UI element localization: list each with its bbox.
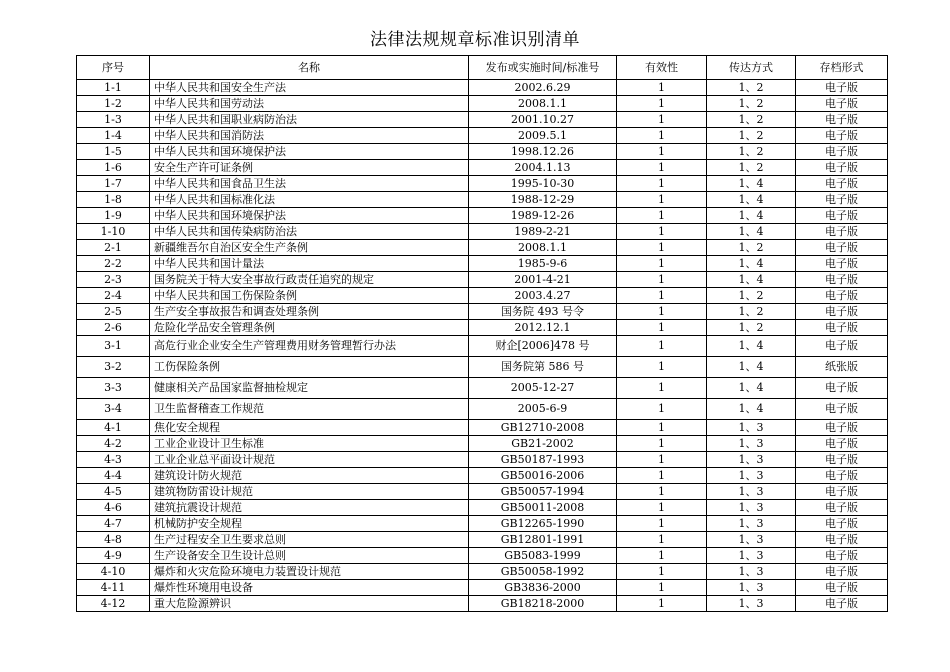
- cell-date-standard: GB12265-1990: [469, 516, 617, 532]
- cell-archive-format: 电子版: [796, 256, 888, 272]
- cell-name: 建筑抗震设计规范: [150, 500, 469, 516]
- cell-validity: 1: [617, 420, 707, 436]
- cell-validity: 1: [617, 208, 707, 224]
- table-row: [77, 208, 888, 224]
- cell-name: 中华人民共和国环境保护法: [150, 208, 469, 224]
- table-row: [77, 176, 888, 192]
- table-row: [77, 96, 888, 112]
- table-row: [77, 548, 888, 564]
- table-row: [77, 399, 888, 420]
- cell-name: 中华人民共和国标准化法: [150, 192, 469, 208]
- cell-name: 机械防护安全规程: [150, 516, 469, 532]
- cell-delivery-method: 1、4: [707, 336, 796, 357]
- cell-number: 2-2: [77, 256, 150, 272]
- table-row: [77, 580, 888, 596]
- cell-number: 1-10: [77, 224, 150, 240]
- cell-date-standard: GB21-2002: [469, 436, 617, 452]
- header-name: 名称: [150, 56, 469, 80]
- cell-delivery-method: 1、4: [707, 272, 796, 288]
- cell-delivery-method: 1、4: [707, 399, 796, 420]
- cell-number: 3-1: [77, 336, 150, 357]
- cell-archive-format: 电子版: [796, 80, 888, 96]
- cell-number: 1-9: [77, 208, 150, 224]
- cell-delivery-method: 1、2: [707, 304, 796, 320]
- cell-archive-format: 电子版: [796, 96, 888, 112]
- cell-validity: 1: [617, 112, 707, 128]
- cell-archive-format: 电子版: [796, 516, 888, 532]
- table-row: [77, 288, 888, 304]
- table-row: [77, 304, 888, 320]
- cell-name: 危险化学品安全管理条例: [150, 320, 469, 336]
- cell-archive-format: 电子版: [796, 436, 888, 452]
- cell-archive-format: 电子版: [796, 500, 888, 516]
- cell-date-standard: GB50057-1994: [469, 484, 617, 500]
- table-row: [77, 240, 888, 256]
- cell-number: 1-3: [77, 112, 150, 128]
- cell-delivery-method: 1、3: [707, 516, 796, 532]
- cell-archive-format: 纸张版: [796, 357, 888, 378]
- cell-validity: 1: [617, 192, 707, 208]
- cell-name: 中华人民共和国环境保护法: [150, 144, 469, 160]
- cell-delivery-method: 1、4: [707, 208, 796, 224]
- cell-name: 国务院关于特大安全事故行政责任追究的规定: [150, 272, 469, 288]
- cell-delivery-method: 1、4: [707, 176, 796, 192]
- table-row: [77, 596, 888, 612]
- table-row: [77, 224, 888, 240]
- cell-date-standard: GB5083-1999: [469, 548, 617, 564]
- cell-delivery-method: 1、4: [707, 378, 796, 399]
- cell-validity: 1: [617, 580, 707, 596]
- cell-validity: 1: [617, 320, 707, 336]
- cell-archive-format: 电子版: [796, 192, 888, 208]
- cell-delivery-method: 1、4: [707, 357, 796, 378]
- table-row: [77, 420, 888, 436]
- cell-number: 2-6: [77, 320, 150, 336]
- cell-delivery-method: 1、3: [707, 532, 796, 548]
- cell-archive-format: 电子版: [796, 596, 888, 612]
- cell-number: 4-6: [77, 500, 150, 516]
- cell-archive-format: 电子版: [796, 580, 888, 596]
- table-row: [77, 112, 888, 128]
- cell-archive-format: 电子版: [796, 288, 888, 304]
- cell-delivery-method: 1、3: [707, 420, 796, 436]
- cell-delivery-method: 1、2: [707, 288, 796, 304]
- cell-validity: 1: [617, 288, 707, 304]
- cell-number: 1-7: [77, 176, 150, 192]
- cell-validity: 1: [617, 144, 707, 160]
- cell-number: 4-11: [77, 580, 150, 596]
- cell-date-standard: GB12801-1991: [469, 532, 617, 548]
- cell-validity: 1: [617, 240, 707, 256]
- cell-archive-format: 电子版: [796, 208, 888, 224]
- header-delivery-method: 传达方式: [707, 56, 796, 80]
- cell-archive-format: 电子版: [796, 320, 888, 336]
- table-row: [77, 80, 888, 96]
- cell-number: 2-1: [77, 240, 150, 256]
- regulations-table: [76, 55, 888, 612]
- cell-number: 3-3: [77, 378, 150, 399]
- cell-date-standard: 2008.1.1: [469, 96, 617, 112]
- cell-date-standard: 2004.1.13: [469, 160, 617, 176]
- cell-validity: 1: [617, 436, 707, 452]
- cell-number: 4-8: [77, 532, 150, 548]
- cell-name: 中华人民共和国安全生产法: [150, 80, 469, 96]
- table-row: [77, 320, 888, 336]
- cell-validity: 1: [617, 176, 707, 192]
- table-row: [77, 272, 888, 288]
- cell-number: 4-4: [77, 468, 150, 484]
- cell-archive-format: 电子版: [796, 112, 888, 128]
- header-validity: 有效性: [617, 56, 707, 80]
- cell-number: 4-2: [77, 436, 150, 452]
- cell-delivery-method: 1、3: [707, 468, 796, 484]
- cell-delivery-method: 1、2: [707, 160, 796, 176]
- cell-archive-format: 电子版: [796, 378, 888, 399]
- table-row: [77, 564, 888, 580]
- cell-date-standard: 2005-6-9: [469, 399, 617, 420]
- cell-validity: 1: [617, 399, 707, 420]
- table-row: [77, 160, 888, 176]
- table-row: [77, 128, 888, 144]
- cell-date-standard: 2009.5.1: [469, 128, 617, 144]
- cell-date-standard: 2008.1.1: [469, 240, 617, 256]
- cell-validity: 1: [617, 468, 707, 484]
- table-row: [77, 500, 888, 516]
- table-row: [77, 484, 888, 500]
- cell-delivery-method: 1、2: [707, 96, 796, 112]
- cell-name: 安全生产许可证条例: [150, 160, 469, 176]
- cell-name: 工业企业总平面设计规范: [150, 452, 469, 468]
- cell-date-standard: 1989-2-21: [469, 224, 617, 240]
- cell-delivery-method: 1、3: [707, 484, 796, 500]
- cell-date-standard: 1988-12-29: [469, 192, 617, 208]
- cell-name: 中华人民共和国计量法: [150, 256, 469, 272]
- cell-date-standard: 1985-9-6: [469, 256, 617, 272]
- cell-validity: 1: [617, 272, 707, 288]
- cell-delivery-method: 1、4: [707, 256, 796, 272]
- cell-date-standard: 2012.12.1: [469, 320, 617, 336]
- cell-archive-format: 电子版: [796, 304, 888, 320]
- cell-number: 4-3: [77, 452, 150, 468]
- cell-archive-format: 电子版: [796, 548, 888, 564]
- cell-number: 4-10: [77, 564, 150, 580]
- cell-archive-format: 电子版: [796, 468, 888, 484]
- cell-delivery-method: 1、3: [707, 452, 796, 468]
- cell-number: 4-9: [77, 548, 150, 564]
- cell-validity: 1: [617, 484, 707, 500]
- cell-name: 卫生监督稽查工作规范: [150, 399, 469, 420]
- cell-archive-format: 电子版: [796, 224, 888, 240]
- cell-number: 1-1: [77, 80, 150, 96]
- cell-archive-format: 电子版: [796, 452, 888, 468]
- cell-validity: 1: [617, 564, 707, 580]
- cell-number: 4-7: [77, 516, 150, 532]
- cell-date-standard: GB3836-2000: [469, 580, 617, 596]
- cell-name: 中华人民共和国职业病防治法: [150, 112, 469, 128]
- cell-number: 2-5: [77, 304, 150, 320]
- cell-validity: 1: [617, 96, 707, 112]
- cell-date-standard: 2005-12-27: [469, 378, 617, 399]
- cell-name: 生产设备安全卫生设计总则: [150, 548, 469, 564]
- cell-delivery-method: 1、3: [707, 436, 796, 452]
- cell-date-standard: GB50016-2006: [469, 468, 617, 484]
- cell-name: 建筑设计防火规范: [150, 468, 469, 484]
- cell-validity: 1: [617, 80, 707, 96]
- cell-validity: 1: [617, 304, 707, 320]
- cell-name: 爆炸性环境用电设备: [150, 580, 469, 596]
- table-row: [77, 468, 888, 484]
- cell-delivery-method: 1、3: [707, 580, 796, 596]
- cell-archive-format: 电子版: [796, 532, 888, 548]
- cell-name: 中华人民共和国传染病防治法: [150, 224, 469, 240]
- cell-number: 2-4: [77, 288, 150, 304]
- cell-date-standard: GB18218-2000: [469, 596, 617, 612]
- cell-date-standard: 2001-4-21: [469, 272, 617, 288]
- cell-delivery-method: 1、4: [707, 224, 796, 240]
- cell-date-standard: 1998.12.26: [469, 144, 617, 160]
- cell-delivery-method: 1、2: [707, 128, 796, 144]
- table-row: [77, 516, 888, 532]
- cell-delivery-method: 1、2: [707, 320, 796, 336]
- cell-date-standard: 2002.6.29: [469, 80, 617, 96]
- table-row: [77, 532, 888, 548]
- table-row: [77, 192, 888, 208]
- cell-validity: 1: [617, 224, 707, 240]
- cell-validity: 1: [617, 357, 707, 378]
- table-row: [77, 452, 888, 468]
- cell-delivery-method: 1、3: [707, 564, 796, 580]
- table-body: [77, 80, 888, 612]
- cell-validity: 1: [617, 256, 707, 272]
- table-row: [77, 144, 888, 160]
- cell-validity: 1: [617, 596, 707, 612]
- cell-number: 4-12: [77, 596, 150, 612]
- cell-delivery-method: 1、3: [707, 596, 796, 612]
- cell-name: 生产过程安全卫生要求总则: [150, 532, 469, 548]
- cell-name: 重大危险源辨识: [150, 596, 469, 612]
- cell-delivery-method: 1、2: [707, 144, 796, 160]
- header-date-standard: 发布或实施时间/标准号: [469, 56, 617, 80]
- cell-archive-format: 电子版: [796, 176, 888, 192]
- cell-validity: 1: [617, 500, 707, 516]
- cell-date-standard: 2001.10.27: [469, 112, 617, 128]
- cell-date-standard: GB50187-1993: [469, 452, 617, 468]
- cell-delivery-method: 1、2: [707, 112, 796, 128]
- cell-name: 中华人民共和国劳动法: [150, 96, 469, 112]
- cell-archive-format: 电子版: [796, 128, 888, 144]
- cell-name: 高危行业企业安全生产管理费用财务管理暂行办法: [150, 336, 469, 357]
- cell-name: 工伤保险条例: [150, 357, 469, 378]
- cell-archive-format: 电子版: [796, 240, 888, 256]
- cell-date-standard: GB50058-1992: [469, 564, 617, 580]
- cell-validity: 1: [617, 378, 707, 399]
- document-title: 法律法规规章标准识别清单: [370, 30, 580, 50]
- cell-validity: 1: [617, 532, 707, 548]
- cell-number: 1-6: [77, 160, 150, 176]
- table-row: [77, 357, 888, 378]
- cell-archive-format: 电子版: [796, 399, 888, 420]
- cell-name: 健康相关产品国家监督抽检规定: [150, 378, 469, 399]
- cell-validity: 1: [617, 452, 707, 468]
- cell-archive-format: 电子版: [796, 420, 888, 436]
- cell-number: 1-5: [77, 144, 150, 160]
- cell-archive-format: 电子版: [796, 484, 888, 500]
- cell-delivery-method: 1、2: [707, 80, 796, 96]
- cell-archive-format: 电子版: [796, 564, 888, 580]
- cell-date-standard: GB12710-2008: [469, 420, 617, 436]
- cell-validity: 1: [617, 548, 707, 564]
- cell-archive-format: 电子版: [796, 144, 888, 160]
- cell-validity: 1: [617, 336, 707, 357]
- cell-name: 爆炸和火灾危险环境电力装置设计规范: [150, 564, 469, 580]
- cell-name: 焦化安全规程: [150, 420, 469, 436]
- cell-date-standard: 2003.4.27: [469, 288, 617, 304]
- cell-delivery-method: 1、3: [707, 548, 796, 564]
- cell-number: 1-4: [77, 128, 150, 144]
- cell-date-standard: 1995-10-30: [469, 176, 617, 192]
- cell-date-standard: 财企[2006]478 号: [469, 336, 617, 357]
- cell-archive-format: 电子版: [796, 160, 888, 176]
- cell-number: 3-4: [77, 399, 150, 420]
- cell-name: 中华人民共和国工伤保险条例: [150, 288, 469, 304]
- cell-name: 建筑物防雷设计规范: [150, 484, 469, 500]
- cell-name: 中华人民共和国消防法: [150, 128, 469, 144]
- table-row: [77, 378, 888, 399]
- header-number: 序号: [77, 56, 150, 80]
- cell-validity: 1: [617, 128, 707, 144]
- cell-number: 1-2: [77, 96, 150, 112]
- cell-number: 4-1: [77, 420, 150, 436]
- table-header-row: [77, 56, 888, 80]
- cell-number: 4-5: [77, 484, 150, 500]
- cell-number: 2-3: [77, 272, 150, 288]
- cell-date-standard: GB50011-2008: [469, 500, 617, 516]
- cell-number: 1-8: [77, 192, 150, 208]
- table-row: [77, 256, 888, 272]
- cell-date-standard: 国务院 493 号令: [469, 304, 617, 320]
- cell-date-standard: 1989-12-26: [469, 208, 617, 224]
- table-row: [77, 436, 888, 452]
- cell-validity: 1: [617, 160, 707, 176]
- cell-name: 生产安全事故报告和调查处理条例: [150, 304, 469, 320]
- cell-number: 3-2: [77, 357, 150, 378]
- cell-archive-format: 电子版: [796, 336, 888, 357]
- cell-delivery-method: 1、3: [707, 500, 796, 516]
- cell-name: 工业企业设计卫生标准: [150, 436, 469, 452]
- cell-delivery-method: 1、2: [707, 240, 796, 256]
- cell-delivery-method: 1、4: [707, 192, 796, 208]
- cell-name: 中华人民共和国食品卫生法: [150, 176, 469, 192]
- header-archive-format: 存档形式: [796, 56, 888, 80]
- cell-archive-format: 电子版: [796, 272, 888, 288]
- cell-date-standard: 国务院第 586 号: [469, 357, 617, 378]
- table-row: [77, 336, 888, 357]
- cell-name: 新疆维吾尔自治区安全生产条例: [150, 240, 469, 256]
- cell-validity: 1: [617, 516, 707, 532]
